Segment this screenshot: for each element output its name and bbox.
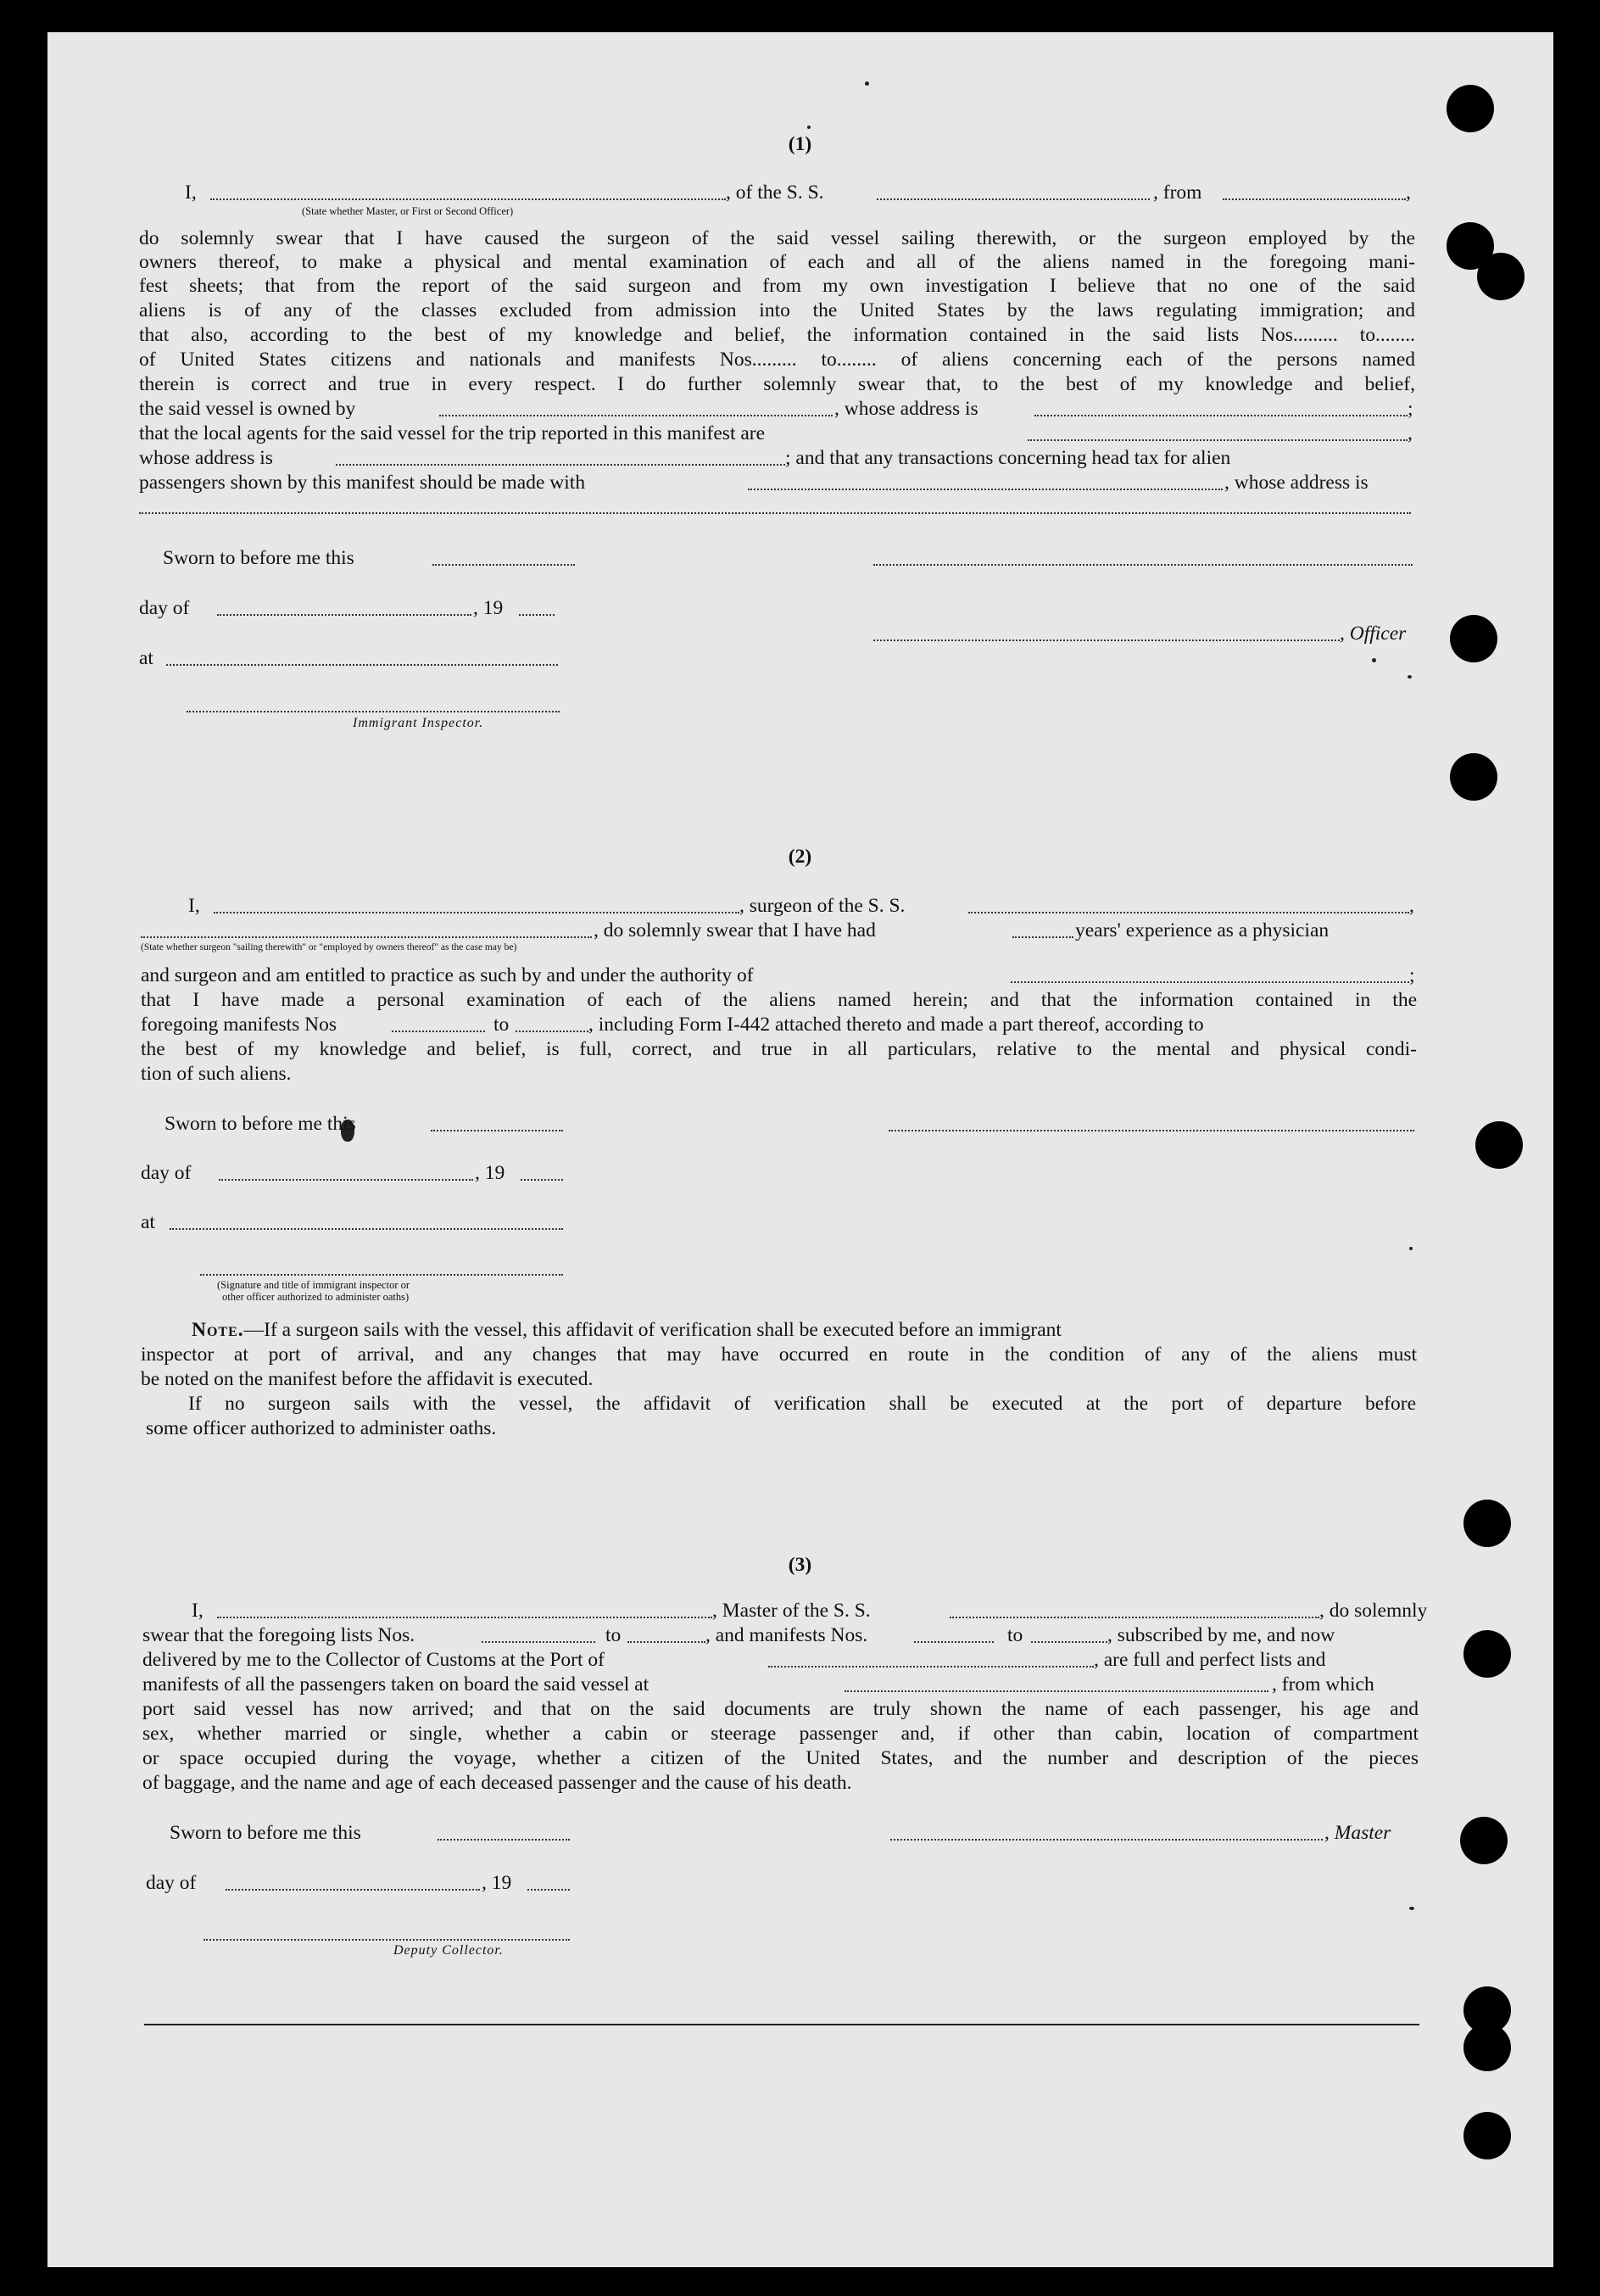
sec2-authority-label: and surgeon and am entitled to practice as such by and under the authority of	[141, 964, 754, 986]
sec3-i: I,	[192, 1600, 203, 1622]
collector-port-label: delivered by me to the Collector of Customs at the Port of	[142, 1649, 605, 1671]
sec2-swear-text: , do solemnly swear that I have had	[594, 919, 876, 941]
sec1-sworn-label: Sworn to before me this	[163, 547, 354, 569]
sec1-day-label: day of	[139, 597, 190, 619]
sec1-month-field[interactable]	[217, 614, 471, 616]
section-2-number: (2)	[788, 846, 812, 868]
sec3-list-from-field[interactable]	[482, 1641, 595, 1643]
surgeon-name-field[interactable]	[214, 912, 739, 913]
master-label: , Master	[1324, 1822, 1391, 1844]
sec1-body-line: owners thereof, to make a physical and mental examination of each and all of the aliens named in the foregoing mani-	[139, 251, 1415, 273]
sec3-list-to-field[interactable]	[627, 1641, 705, 1643]
sec2-ss-label: , surgeon of the S. S.	[739, 895, 906, 917]
sec2-year-field[interactable]	[521, 1179, 563, 1181]
note-label: Note.	[192, 1319, 244, 1341]
sec1-year-label: , 19	[473, 597, 504, 619]
sec3-sworn-label: Sworn to before me this	[170, 1822, 361, 1844]
speck	[1409, 1907, 1414, 1910]
master-name-field[interactable]	[210, 198, 726, 200]
footer-rule	[144, 2024, 1419, 2025]
note-text: be noted on the manifest before the affidavit is executed.	[141, 1368, 594, 1390]
to-label: to	[1007, 1624, 1023, 1646]
perfect-lists-text: , are full and perfect lists and	[1094, 1649, 1326, 1671]
sec2-place-field[interactable]	[170, 1228, 563, 1230]
sec3-month-field[interactable]	[226, 1889, 480, 1891]
sec3-sworn-day-field[interactable]	[438, 1839, 570, 1841]
embarkation-port-field[interactable]	[845, 1690, 1268, 1692]
collector-signature-field[interactable]	[203, 1939, 570, 1941]
sec2-sworn-label: Sworn to before me this	[164, 1113, 356, 1135]
sec2-sig-hint: other officer authorized to administer oaths)	[222, 1291, 410, 1303]
sec3-vessel-field[interactable]	[950, 1617, 1319, 1618]
sec1-body-line: therein is correct and true in every respect. I do further solemnly swear that, to the best of my knowledge and belief,	[139, 373, 1415, 395]
subscribed-text: , subscribed by me, and now	[1107, 1624, 1335, 1646]
note-text: If no surgeon sails with the vessel, the affidavit of verification shall be executed at the port of departure before	[188, 1393, 1416, 1415]
speck	[807, 126, 811, 129]
punch-hole	[1450, 753, 1497, 801]
sec3-body-line: port said vessel has now arrived; and that on the said documents are truly shown the name of each passenger, his age and	[142, 1698, 1419, 1720]
sec1-i: I,	[185, 182, 197, 204]
sec3-master-name-field[interactable]	[217, 1617, 712, 1618]
sec1-body-line: of United States citizens and nationals and manifests Nos......... to........ of aliens concerning each of the persons named	[139, 349, 1415, 371]
note-text: some officer authorized to administer oaths.	[146, 1417, 497, 1439]
sec2-year-label: , 19	[475, 1162, 505, 1184]
owner-field[interactable]	[439, 415, 833, 416]
sec2-body-line: that I have made a personal examination of each of the aliens named herein; and that the information contained in the	[141, 989, 1417, 1011]
sec1-officer-hint: (State whether Master, or First or Second Officer)	[302, 205, 514, 217]
sec2-body-line: the best of my knowledge and belief, is full, correct, and true in all particulars, relative to the mental and physical condi-	[141, 1038, 1417, 1060]
punch-hole	[1463, 2024, 1511, 2071]
officer-signature-field[interactable]	[873, 640, 1340, 641]
agents-address-label: whose address is	[139, 447, 273, 469]
authority-field[interactable]	[1011, 981, 1409, 983]
punch-hole	[1475, 1121, 1523, 1169]
sec2-i: I,	[188, 895, 200, 917]
sec1-body-line: do solemnly swear that I have caused the surgeon of the said vessel sailing therewith, or the surgeon employed by the	[139, 227, 1415, 249]
sec3-body-line: or space occupied during the voyage, whether a citizen of the United States, and the number and description of the pieces	[142, 1747, 1419, 1769]
sec3-manifest-to-field[interactable]	[1031, 1641, 1107, 1643]
sec1-at-label: at	[139, 647, 153, 669]
sec2-manifests-label: foregoing manifests Nos	[141, 1014, 337, 1036]
sec3-body-line: sex, whether married or single, whether a cabin or steerage passenger and, if other than cabin, location of compartment	[142, 1723, 1419, 1745]
head-tax-text: ; and that any transactions concerning head tax for alien	[785, 447, 1231, 469]
punch-hole	[1447, 85, 1494, 132]
section-1-number: (1)	[788, 133, 812, 155]
semicolon: ;	[1409, 964, 1415, 986]
head-tax-address-label: , whose address is	[1224, 472, 1369, 494]
sec2-status-hint: (State whether surgeon "sailing therewith" or "employed by owners thereof" as the case may be)	[141, 942, 517, 952]
to-label: to	[493, 1014, 510, 1036]
sec1-ss-label: , of the S. S.	[726, 182, 824, 204]
from-which-text: , from which	[1272, 1673, 1374, 1695]
years-experience-field[interactable]	[1012, 936, 1073, 938]
head-tax-address-field[interactable]	[139, 512, 1411, 514]
collector-label: Deputy Collector.	[393, 1943, 504, 1958]
sec2-manifest-to-field[interactable]	[516, 1031, 588, 1032]
vessel-name-field[interactable]	[877, 198, 1150, 200]
to-label: to	[605, 1624, 622, 1646]
punch-hole	[1460, 1817, 1508, 1864]
sec2-month-field[interactable]	[219, 1179, 473, 1181]
comma: ,	[1409, 895, 1414, 917]
comma: ,	[1408, 422, 1413, 444]
speck	[1409, 1247, 1413, 1250]
sec3-ss-label: , Master of the S. S.	[712, 1600, 871, 1622]
punch-hole	[1463, 1500, 1511, 1547]
punch-hole	[1463, 1630, 1511, 1678]
sec2-at-label: at	[141, 1211, 155, 1233]
note-text: inspector at port of arrival, and any changes that may have occurred en route in the condition of any of the aliens must	[141, 1344, 1417, 1366]
sec2-form-text: , including Form I-442 attached thereto and made a part thereof, according to	[588, 1014, 1204, 1036]
speck	[1372, 658, 1376, 662]
speck	[865, 81, 869, 86]
sec3-year-label: , 19	[482, 1872, 512, 1894]
agents-address-field[interactable]	[336, 464, 785, 466]
sec1-from-label: , from	[1153, 182, 1202, 204]
head-tax-party-field[interactable]	[748, 489, 1223, 490]
sec2-body-line: tion of such aliens.	[141, 1063, 292, 1085]
owned-by-label: the said vessel is owned by	[139, 398, 356, 420]
note-first-line	[192, 1317, 1416, 1343]
sec2-vessel-field[interactable]	[968, 912, 1409, 913]
punch-hole	[1450, 615, 1497, 662]
inspector-label: Immigrant Inspector.	[353, 716, 484, 730]
sec2-physician-text: years' experience as a physician	[1075, 919, 1330, 941]
sec3-manifest-from-field[interactable]	[914, 1641, 994, 1643]
sec3-lists-label: swear that the foregoing lists Nos.	[142, 1624, 415, 1646]
sec1-body-line: fest sheets; that from the report of the said surgeon and from my own investigation I believe that no one of the said	[139, 275, 1415, 297]
section-3-number: (3)	[788, 1554, 812, 1576]
sec3-manifests-label: , and manifests Nos.	[705, 1624, 868, 1646]
semicolon: ;	[1408, 398, 1413, 420]
agents-label: that the local agents for the said vessel for the trip reported in this manifest are	[139, 422, 766, 444]
administering-officer-field[interactable]	[200, 1274, 563, 1276]
surgeon-signature-field[interactable]	[889, 1130, 1414, 1131]
owner-address-field[interactable]	[1034, 415, 1408, 416]
sec2-sworn-day-field[interactable]	[431, 1130, 563, 1131]
sec1-sworn-day-field[interactable]	[432, 564, 575, 566]
sec1-year-field[interactable]	[519, 614, 555, 616]
punch-hole	[1463, 2112, 1511, 2159]
inspector-signature-field[interactable]	[187, 711, 560, 712]
surgeon-status-field[interactable]	[141, 936, 592, 938]
sec3-body-line: of baggage, and the name and age of each deceased passenger and the cause of his death.	[142, 1772, 852, 1794]
note-text: —If a surgeon sails with the vessel, this affidavit of verification shall be executed before an immigrant	[243, 1319, 1062, 1341]
do-solemnly-text: , do solemnly	[1319, 1600, 1428, 1622]
officer-label: , Officer	[1340, 623, 1407, 645]
sec1-body-line: aliens is of any of the classes excluded from admission into the United States by the laws regulating immigration; and	[139, 299, 1415, 321]
departure-port-field[interactable]	[1223, 198, 1406, 200]
master-signature-field[interactable]	[890, 1839, 1323, 1841]
punch-hole	[1477, 253, 1525, 300]
agents-field[interactable]	[1028, 439, 1408, 441]
sec3-day-label: day of	[146, 1872, 197, 1894]
sec2-manifest-from-field[interactable]	[392, 1031, 485, 1032]
sec2-sig-hint: (Signature and title of immigrant inspector or	[217, 1279, 410, 1291]
arrival-port-field[interactable]	[768, 1666, 1094, 1668]
sec1-body-line: that also, according to the best of my knowledge and belief, the information contained in the said lists Nos......... to........	[139, 324, 1415, 346]
sec1-comma: ,	[1406, 182, 1411, 204]
sec2-day-label: day of	[141, 1162, 192, 1184]
speck	[1408, 675, 1412, 679]
owner-address-label: , whose address is	[834, 398, 978, 420]
head-tax-label: passengers shown by this manifest should be made with	[139, 472, 586, 494]
sec3-year-field[interactable]	[527, 1889, 570, 1891]
sec1-place-field[interactable]	[166, 664, 558, 666]
sec1-officer-line-1[interactable]	[873, 564, 1413, 566]
taken-on-board-label: manifests of all the passengers taken on board the said vessel at	[142, 1673, 649, 1695]
